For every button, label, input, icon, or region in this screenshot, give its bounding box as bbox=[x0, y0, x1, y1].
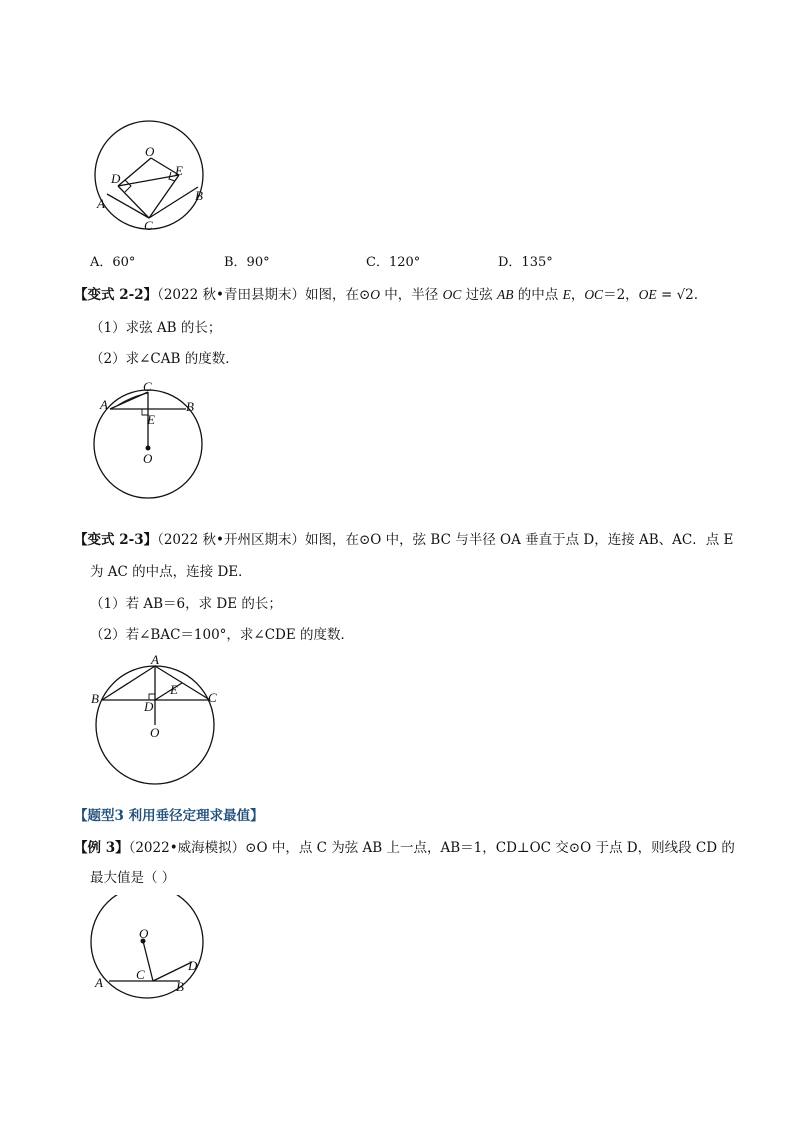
example-3-statement-line-1: 【例 3】（2022•威海模拟）⊙O 中，点 C 为弦 AB 上一点，AB＝1，CD⊥OC 交⊙O 于点 D，则线段 CD 的 bbox=[74, 840, 735, 856]
problem-2-2-question-2: （2）求∠CAB 的度数． bbox=[90, 351, 239, 367]
type-3-heading: 【题型3 利用垂径定理求最值】 bbox=[74, 808, 264, 824]
fig2-2-label-C: C bbox=[143, 380, 152, 394]
option-d: D．135° bbox=[498, 255, 553, 270]
problem-2-3-statement-line-1: 【变式 2-3】（2022 秋•开州区期末）如图，在⊙O 中，弦 BC 与半径 OA 垂直于点 D，连接 AB、AC．点 E bbox=[74, 532, 734, 548]
fig-ex3-label-A: A bbox=[95, 975, 103, 990]
figure-2-2-circle-diagram bbox=[88, 380, 208, 505]
fig1-label-E: E bbox=[175, 163, 183, 178]
fig1-label-B: B bbox=[195, 188, 203, 203]
problem-2-2-tag: 【变式 2-2】 bbox=[74, 287, 158, 303]
fig-ex3-label-D: D bbox=[188, 958, 198, 973]
fig1-label-A: A bbox=[97, 196, 105, 211]
fig2-3-label-A: A bbox=[151, 652, 159, 667]
figure-1-circle-diagram bbox=[85, 120, 215, 240]
option-b: B．90° bbox=[224, 255, 270, 270]
fig-ex3-label-B: B bbox=[176, 979, 184, 994]
example-3-statement-line-2: 最大值是（ ） bbox=[90, 870, 176, 886]
fig-ex3-label-O: O bbox=[139, 926, 149, 941]
problem-2-3-question-2: （2）若∠BAC＝100°，求∠CDE 的度数． bbox=[90, 627, 355, 643]
fig2-2-label-O: O bbox=[143, 451, 153, 466]
fig2-2-label-A: A bbox=[100, 397, 108, 412]
fig2-3-label-B: B bbox=[91, 691, 99, 706]
example-3-tag: 【例 3】 bbox=[74, 840, 129, 856]
option-c: C．120° bbox=[366, 255, 421, 270]
problem-2-3-question-1: （1）若 AB＝6，求 DE 的长； bbox=[90, 596, 282, 612]
problem-2-3-statement-line-2: 为 AC 的中点，连接 DE． bbox=[90, 564, 252, 580]
fig2-3-label-O: O bbox=[150, 725, 160, 740]
fig2-3-label-D: D bbox=[144, 699, 154, 714]
fig-ex3-label-C: C bbox=[136, 967, 145, 982]
figure-2-3-circle-diagram bbox=[88, 652, 223, 787]
fig1-label-C: C bbox=[144, 218, 153, 233]
fig2-3-label-E: E bbox=[170, 682, 178, 697]
fig1-label-O: O bbox=[145, 144, 155, 159]
fig1-label-D: D bbox=[111, 171, 121, 186]
problem-2-2-statement: 【变式 2-2】（2022 秋•青田县期末）如图，在⊙O 中，半径 OC 过弦 AB 的中点 E，OC＝2，OE = √2. bbox=[74, 287, 699, 303]
problem-2-2-question-1: （1）求弦 AB 的长； bbox=[90, 320, 222, 336]
problem-2-3-tag: 【变式 2-3】 bbox=[74, 532, 158, 548]
figure-example-3-circle-diagram bbox=[85, 895, 220, 1000]
fig2-2-label-E: E bbox=[147, 412, 155, 427]
fig2-2-label-B: B bbox=[186, 399, 194, 414]
fig2-3-label-C: C bbox=[208, 690, 217, 705]
option-a: A．60° bbox=[90, 255, 136, 270]
